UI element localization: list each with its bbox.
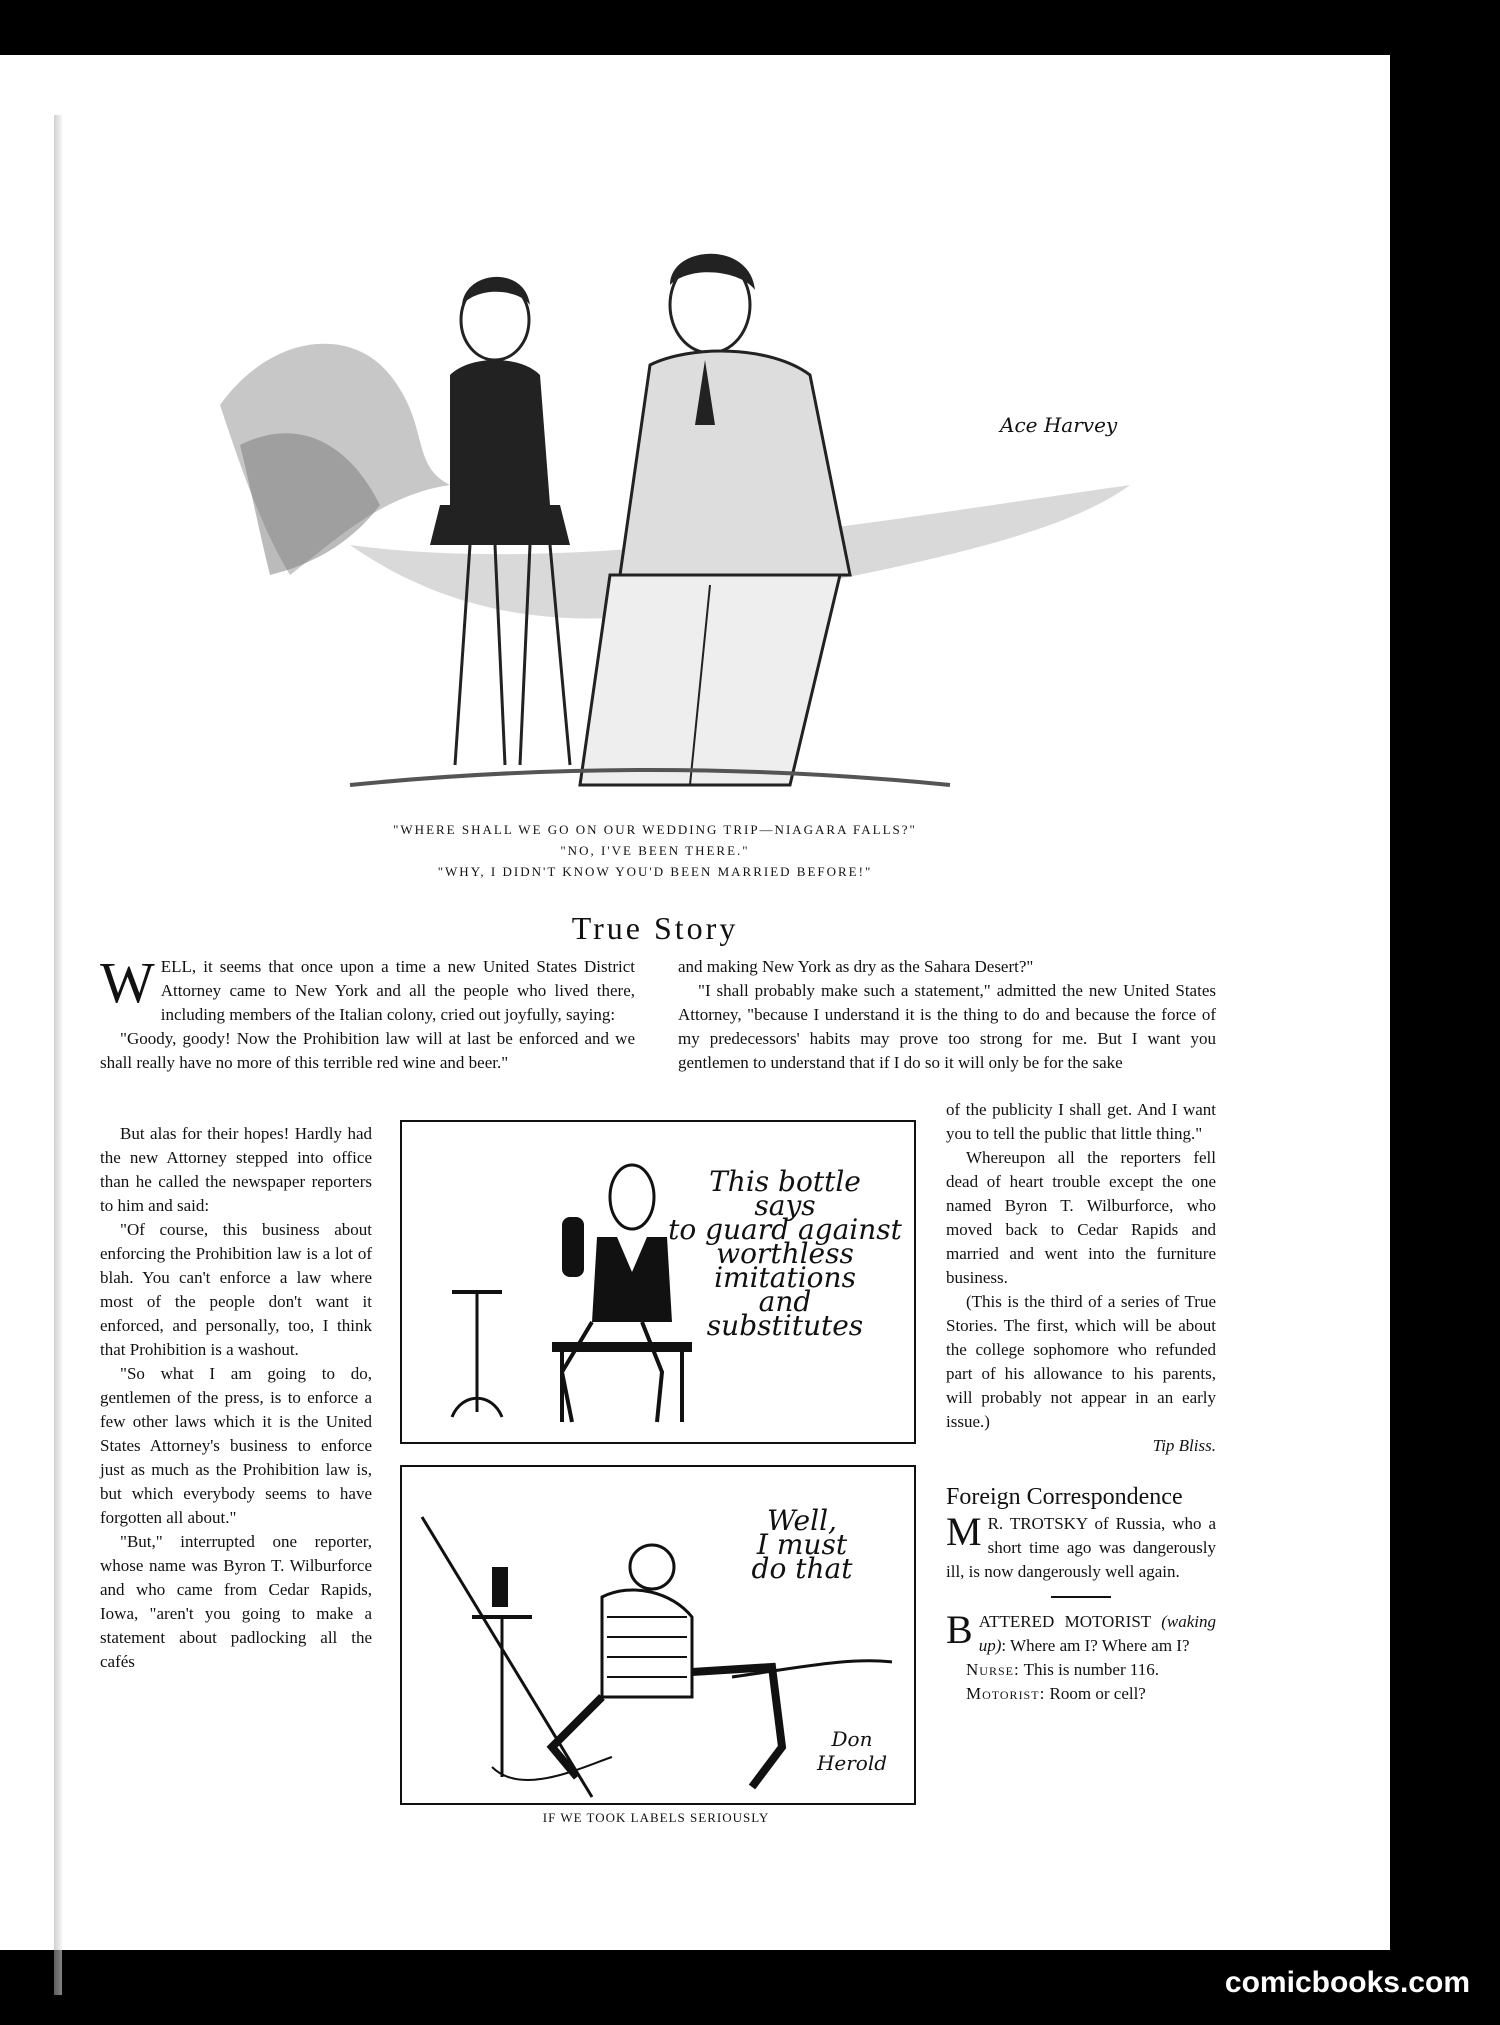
panel1-text-line-2: says	[754, 1189, 816, 1222]
motorist-label: Motorist:	[966, 1684, 1046, 1703]
story-para-1: ELL, it seems that once upon a time a new United States District Attorney came to New York and all the people who lived there, including members of the Italian colony, cried out joyfully, saying:	[160, 957, 635, 1024]
story-continued	[678, 955, 1216, 1075]
story-para-8: "I shall probably make such a statement," admitted the new United States Attorney, "because I understand it is the thing to do and because the force of my predecessors' habits may prove too strong for me. But I want you gentlemen to understand that if I do so it will only be for the sake	[678, 981, 1216, 1072]
panel2-text-line-3: do that	[751, 1552, 853, 1585]
story-para-7: and making New York as dry as the Sahara Desert?"	[678, 957, 1034, 976]
panel1-text-line-4: worthless imitations	[714, 1237, 856, 1294]
story-column-narrow	[100, 1122, 372, 1674]
label-cartoon-panel-2	[400, 1465, 916, 1805]
panel2-text-line-2: I must	[756, 1528, 848, 1561]
cartoon-caption: IF WE TOOK LABELS SERIOUSLY	[542, 1810, 770, 1825]
section-divider	[1051, 1596, 1111, 1598]
nurse-line: This is number 116.	[1023, 1660, 1160, 1679]
panel2-text-line-1: Well,	[767, 1504, 837, 1537]
motorist-stage: (waking up)	[978, 1612, 1217, 1655]
article-title: True Story	[571, 910, 739, 946]
motorist-line: Room or cell?	[1049, 1684, 1146, 1703]
story-para-4: "Of course, this business about enforcing the Prohibition law is a lot of blah. You can't enforce a law where most of the people don't want it enforced, and personally, too, I think that Prohibition is a washout.	[100, 1220, 372, 1359]
page-gutter	[54, 115, 62, 1995]
story-para-11: (This is the third of a series of True Stories. The first, which will be about the college sophomore who refunded part of his allowance to his parents, will probably not appear in an early issue.)	[946, 1292, 1216, 1431]
foreign-text: R. TROTSKY of Russia, who a short time ago was dangerously ill, is now dangerously well again.	[946, 1514, 1216, 1581]
artist-signature: Ace Harvey	[1000, 413, 1118, 437]
story-para-3: But alas for their hopes! Hardly had the new Attorney stepped into office than he called the newspaper reporters to him and said:	[100, 1124, 372, 1215]
motorist-line1: : Where am I? Where am I?	[1001, 1636, 1190, 1655]
caption-line-3: "WHY, I DIDN'T KNOW YOU'D BEEN MARRIED BEFORE!"	[437, 864, 873, 879]
story-author: Tip Bliss.	[1152, 1436, 1216, 1455]
magazine-page	[0, 55, 1390, 1950]
drop-cap-b: B	[946, 1607, 973, 1652]
story-para-5: "So what I am going to do, gentlemen of the press, is to enforce a few other laws which it is the United States Attorney's business to enforce just as much as the Prohibition law is, but which everybody seems to have forgotten all about."	[100, 1364, 372, 1527]
label-cartoon-panel-1	[400, 1120, 916, 1444]
caption-line-2: "NO, I'VE BEEN THERE."	[560, 843, 750, 858]
panel2-handwriting	[712, 1504, 892, 1585]
site-watermark: comicbooks.com	[1224, 1966, 1470, 1999]
cartoon-signature: Don Herold	[816, 1727, 888, 1775]
couple-illustration	[150, 245, 1150, 815]
foreign-title: Foreign Correspondence	[946, 1484, 1183, 1510]
nurse-label: Nurse:	[966, 1660, 1020, 1679]
panel1-text-line-5: and	[758, 1285, 812, 1318]
story-intro	[100, 950, 635, 1075]
motorist-lead: ATTERED MOTORIST	[978, 1612, 1151, 1631]
story-para-2: "Goody, goody! Now the Prohibition law will at last be enforced and we shall really have no more of this terrible red wine and beer."	[100, 1029, 635, 1072]
panel1-handwriting	[660, 1165, 910, 1342]
story-para-9: of the publicity I shall get. And I want you to tell the public that little thing."	[946, 1100, 1216, 1143]
panel1-text-line-3: to guard against	[668, 1213, 902, 1246]
drop-cap-w: W	[100, 950, 155, 1015]
drop-cap-m: M	[946, 1509, 982, 1554]
story-column-right	[946, 1098, 1216, 1706]
story-para-10: Whereupon all the reporters fell dead of heart trouble except the one named Byron T. Wilburforce, who moved back to Cedar Rapids and married and went into the furniture business.	[946, 1148, 1216, 1287]
caption-line-1: "WHERE SHALL WE GO ON OUR WEDDING TRIP—NIAGARA FALLS?"	[393, 822, 917, 837]
panel1-text-line-6: substitutes	[706, 1309, 864, 1342]
story-para-6: "But," interrupted one reporter, whose name was Byron T. Wilburforce and who came from Cedar Rapids, Iowa, "aren't you going to make a statement about padlocking all the cafés	[100, 1532, 372, 1671]
panel1-text-line-1: This bottle	[709, 1165, 861, 1198]
